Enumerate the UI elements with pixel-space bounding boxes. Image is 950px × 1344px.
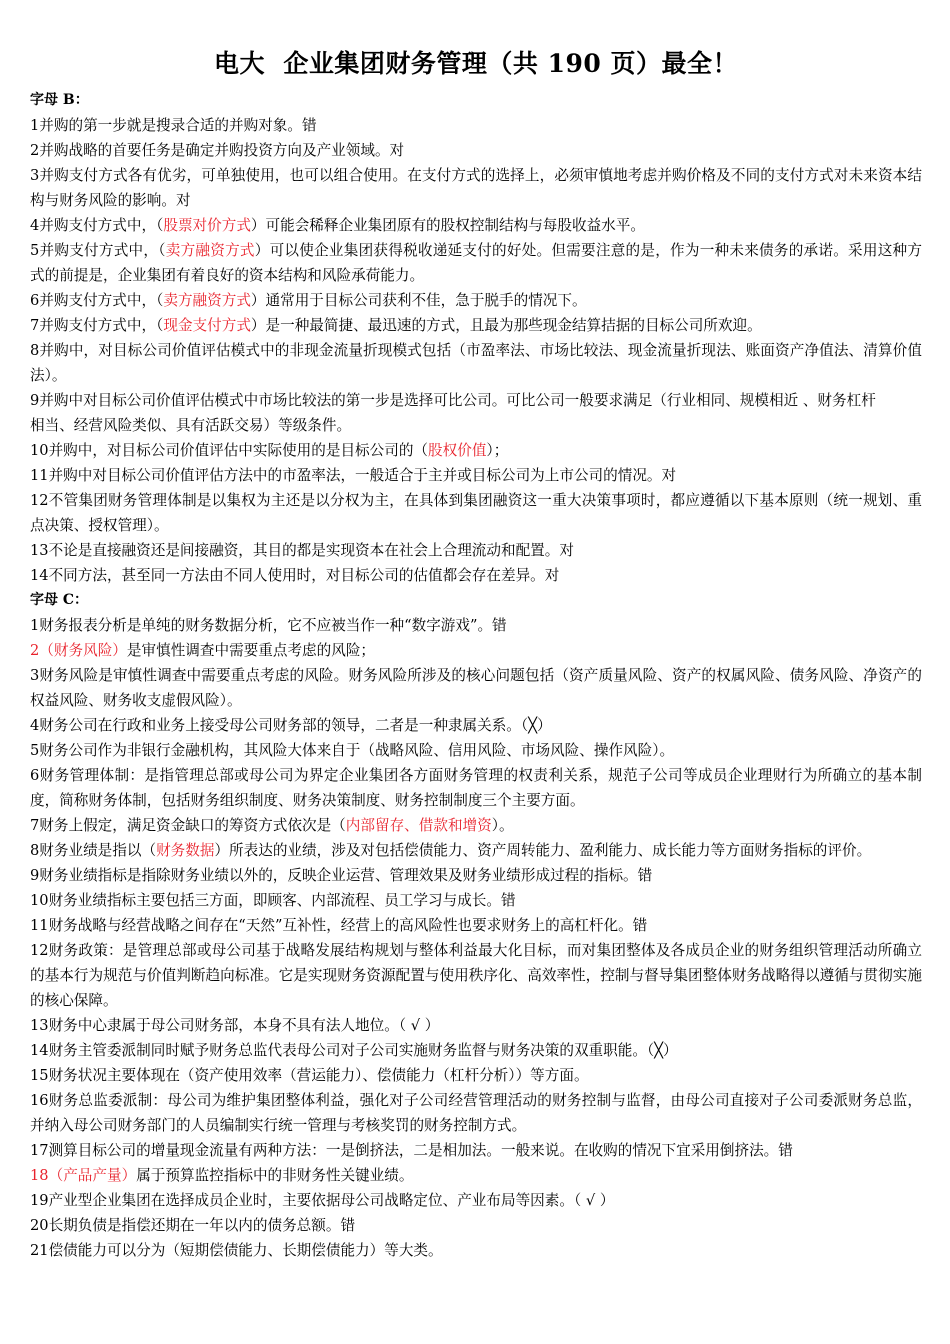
item-text: （ <box>48 1167 64 1184</box>
list-item <box>30 213 922 238</box>
item-number: 16 <box>30 1092 49 1109</box>
item-answer: 股权价值 <box>428 442 487 459</box>
item-text: 并购支付方式中，（ <box>39 292 164 309</box>
item-text: 财务业绩指标主要包括三方面，即顾客、内部流程、员工学习与成长。错 <box>48 892 516 909</box>
item-number: 15 <box>30 1067 49 1084</box>
item-answer: 现金支付方式 <box>163 317 251 334</box>
item-text: 财务上假定，满足资金缺口的筹资方式依次是（ <box>39 817 346 834</box>
list-item <box>30 713 922 738</box>
list-item <box>30 663 922 713</box>
item-text: 财务战略与经营战略之间存在“天然”互补性，经营上的高风险性也要求财务上的高杠杆化。错 <box>48 917 648 934</box>
item-number: 20 <box>30 1217 49 1234</box>
item-number: 10 <box>30 442 49 459</box>
list-item <box>30 438 922 463</box>
item-text: 财务中心隶属于母公司财务部，本身不具有法人地位。（ √ ） <box>48 1017 440 1034</box>
list-item <box>30 863 922 888</box>
item-text: 不论是直接融资还是间接融资，其目的都是实现资本在社会上合理流动和配置。对 <box>48 542 574 559</box>
item-number: 13 <box>30 542 49 559</box>
item-number: 2 <box>30 642 40 659</box>
list-item <box>30 238 922 288</box>
item-text: 并购中对目标公司价值评估方法中的市盈率法，一般适合于主并或目标公司为上市公司的情况。对 <box>48 467 677 484</box>
list-item <box>30 613 922 638</box>
list-item <box>30 638 922 663</box>
item-number: 1 <box>30 617 40 634</box>
item-text: 财务风险是审慎性调查中需要重点考虑的风险。财务风险所涉及的核心问题包括（资产质量风险、资产的权属风险、债务风险、净资产的权益风险、财务收支虚假风险）。 <box>30 667 922 709</box>
list-item <box>30 1088 922 1138</box>
section-letter-c <box>30 588 922 1263</box>
item-number: 2 <box>30 142 40 159</box>
item-number: 7 <box>30 817 40 834</box>
list-item <box>30 1138 922 1163</box>
item-text: 财务状况主要体现在（资产使用效率（营运能力）、偿债能力（杠杆分析））等方面。 <box>48 1067 589 1084</box>
list-item <box>30 838 922 863</box>
item-number: 4 <box>30 717 40 734</box>
item-text: 并购支付方式中，（ <box>39 317 164 334</box>
item-text-rest: ）所表达的业绩，涉及对包括偿债能力、资产周转能力、盈利能力、成长能力等方面财务指标的评价。 <box>214 842 872 859</box>
document-title: 电大 企业集团财务管理（共 190 页）最全！ <box>213 49 738 78</box>
item-number: 6 <box>30 767 40 784</box>
item-answer: 卖方融资方式 <box>165 242 255 259</box>
item-text: 并购战略的首要任务是确定并购投资方向及产业领域。对 <box>39 142 405 159</box>
document-page <box>30 44 922 1263</box>
item-text-rest: ）通常用于目标公司获利不佳，急于脱手的情况下。 <box>250 292 587 309</box>
item-text: 财务业绩是指以（ <box>39 842 157 859</box>
item-number: 11 <box>30 467 49 484</box>
item-answer: 财务风险 <box>53 642 113 659</box>
item-number: 14 <box>30 1042 49 1059</box>
item-text-rest <box>122 1167 414 1184</box>
item-text: 测算目标公司的增量现金流量有两种方法：一是倒挤法，二是相加法。一般来说。在收购的情况下宜采用倒挤法。错 <box>48 1142 793 1159</box>
item-number: 21 <box>30 1242 49 1259</box>
item-text-rest: ）； <box>486 442 509 459</box>
list-item <box>30 563 922 588</box>
item-text-tail: 属于预算监控指标中的非财务性关键业绩。 <box>136 1167 414 1184</box>
list-item <box>30 388 922 413</box>
item-number: 7 <box>30 317 40 334</box>
item-number: 14 <box>30 567 49 584</box>
item-answer: 财务数据 <box>156 842 215 859</box>
list-item <box>30 1238 922 1263</box>
item-text: 并购中，对目标公司价值评估中实际使用的是目标公司的（ <box>48 442 429 459</box>
item-answer: 内部留存、借款和增资 <box>345 817 492 834</box>
item-number: 1 <box>30 117 40 134</box>
list-item <box>30 1038 922 1063</box>
list-item <box>30 913 922 938</box>
item-number: 5 <box>30 242 40 259</box>
item-text: 并购中，对目标公司价值评估模式中的非现金流量折现模式包括（市盈率法、市场比较法、现金流量折现法、账面资产净值法、清算价值法）。 <box>30 342 922 384</box>
item-number: 3 <box>30 167 40 184</box>
item-text-rest: ）是一种最简捷、最迅速的方式，且最为那些现金结算拮据的目标公司所欢迎。 <box>250 317 762 334</box>
item-text: 财务总监委派制：母公司为维护集团整体利益，强化对子公司经营管理活动的财务控制与监督，由母公司直接对子公司委派财务总监，并纳入母公司财务部门的人员编制实行统一管理与考核奖罚的财务控制方式。 <box>30 1092 922 1134</box>
item-number: 9 <box>30 867 40 884</box>
list-item <box>30 1213 922 1238</box>
item-text: 财务政策：是管理总部或母公司基于战略发展结构规划与整体利益最大化目标，而对集团整体及各成员企业的财务组织管理活动所确立的基本行为规范与价值判断趋向标准。它是实现财务资源配置与使用秩序化、高效率性，控制与督导集团整体财务战略得以遵循与贯彻实施的核心保障。 <box>30 942 922 1009</box>
item-text: 偿债能力可以分为（短期偿债能力、长期偿债能力）等大类。 <box>48 1242 443 1259</box>
list-item <box>30 1163 922 1188</box>
item-text: 财务报表分析是单纯的财务数据分析，它不应被当作一种“数字游戏”。错 <box>39 617 507 634</box>
list-item <box>30 1063 922 1088</box>
list-item <box>30 488 922 538</box>
item-text: 并购支付方式中，（ <box>39 242 166 259</box>
list-item <box>30 888 922 913</box>
list-item <box>30 163 922 213</box>
section-heading: 字母 B： <box>30 92 89 108</box>
item-number: 4 <box>30 217 40 234</box>
item-text: 不同方法，甚至同一方法由不同人使用时，对目标公司的估值都会存在差异。对 <box>48 567 560 584</box>
item-number: 8 <box>30 842 40 859</box>
item-text: 并购支付方式中，（ <box>39 217 164 234</box>
list-item <box>30 463 922 488</box>
item-number: 8 <box>30 342 40 359</box>
item-number: 17 <box>30 1142 49 1159</box>
item-number: 12 <box>30 492 49 509</box>
item-text-tail: 是审慎性调查中需要重点考虑的风险； <box>126 642 376 659</box>
list-item-continuation: 相当、经营风险类似、具有活跃交易）等级条件。 <box>30 417 352 434</box>
list-item <box>30 1188 922 1213</box>
item-number: 19 <box>30 1192 49 1209</box>
item-answer: 股票对价方式 <box>163 217 251 234</box>
item-answer: 产品产量 <box>63 1167 122 1184</box>
item-text: 不管集团财务管理体制是以集权为主还是以分权为主，在具体到集团融资这一重大决策事项时，都应遵循以下基本原则（统一规划、重点决策、授权管理）。 <box>30 492 922 534</box>
item-text: （ <box>39 642 54 659</box>
item-text-rest: ）可以使企业集团获得税收递延支付的好处。但需要注意的是，作为一种未来债务的承诺。采用这种方式的前提是，企业集团有着良好的资本结构和风险承荷能力。 <box>30 242 922 284</box>
list-item <box>30 113 922 138</box>
item-text: 并购中对目标公司价值评估模式中市场比较法的第一步是选择可比公司。可比公司一般要求满足（行业相同、规模相近 、财务杠杆 <box>39 392 876 409</box>
item-number: 6 <box>30 292 40 309</box>
item-text-rest: ）。 <box>491 817 514 834</box>
item-text: 财务主管委派制同时赋予财务总监代表母公司对子公司实施财务监督与财务决策的双重职能。（╳） <box>48 1042 678 1059</box>
item-list <box>30 613 922 1263</box>
document-body <box>30 88 922 1263</box>
list-item <box>30 538 922 563</box>
item-number: 13 <box>30 1017 49 1034</box>
item-number: 10 <box>30 892 49 909</box>
item-text: 财务公司作为非银行金融机构，其风险大体来自于（战略风险、信用风险、市场风险、操作风险）。 <box>39 742 675 759</box>
item-text-rest <box>112 642 375 659</box>
list-item <box>30 138 922 163</box>
list-item <box>30 938 922 1013</box>
section-heading: 字母 C： <box>30 592 89 608</box>
item-text-rest: ）可能会稀释企业集团原有的股权控制结构与每股收益水平。 <box>250 217 645 234</box>
item-paren: ） <box>121 1167 137 1184</box>
item-number: 3 <box>30 667 40 684</box>
item-text: 财务业绩指标是指除财务业绩以外的，反映企业运营、管理效果及财务业绩形成过程的指标。错 <box>39 867 653 884</box>
item-text: 长期负债是指偿还期在一年以内的债务总额。错 <box>48 1217 356 1234</box>
item-answer: 卖方融资方式 <box>163 292 251 309</box>
item-number: 11 <box>30 917 49 934</box>
item-list <box>30 113 922 588</box>
list-item <box>30 338 922 388</box>
item-text: 财务管理体制：是指管理总部或母公司为界定企业集团各方面财务管理的权责利关系，规范子公司等成员企业理财行为所确立的基本制度，简称财务体制，包括财务组织制度、财务决策制度、财务控制制度三个主要方面。 <box>30 767 922 809</box>
item-number: 18 <box>30 1167 49 1184</box>
list-item <box>30 288 922 313</box>
list-item <box>30 313 922 338</box>
item-text: 财务公司在行政和业务上接受母公司财务部的领导，二者是一种隶属关系。（╳） <box>39 717 552 734</box>
list-item <box>30 1013 922 1038</box>
item-number: 12 <box>30 942 49 959</box>
item-text: 并购的第一步就是搜录合适的并购对象。错 <box>39 117 317 134</box>
item-text: 并购支付方式各有优劣，可单独使用，也可以组合使用。在支付方式的选择上，必须审慎地考虑并购价格及不同的支付方式对未来资本结构与财务风险的影响。对 <box>30 167 922 209</box>
item-text: 产业型企业集团在选择成员企业时，主要依据母公司战略定位、产业布局等因素。（ √ ） <box>48 1192 615 1209</box>
item-paren: ） <box>112 642 127 659</box>
item-number: 5 <box>30 742 40 759</box>
list-item <box>30 763 922 813</box>
section-letter-b <box>30 88 922 588</box>
list-item <box>30 738 922 763</box>
item-number: 9 <box>30 392 40 409</box>
list-item <box>30 813 922 838</box>
